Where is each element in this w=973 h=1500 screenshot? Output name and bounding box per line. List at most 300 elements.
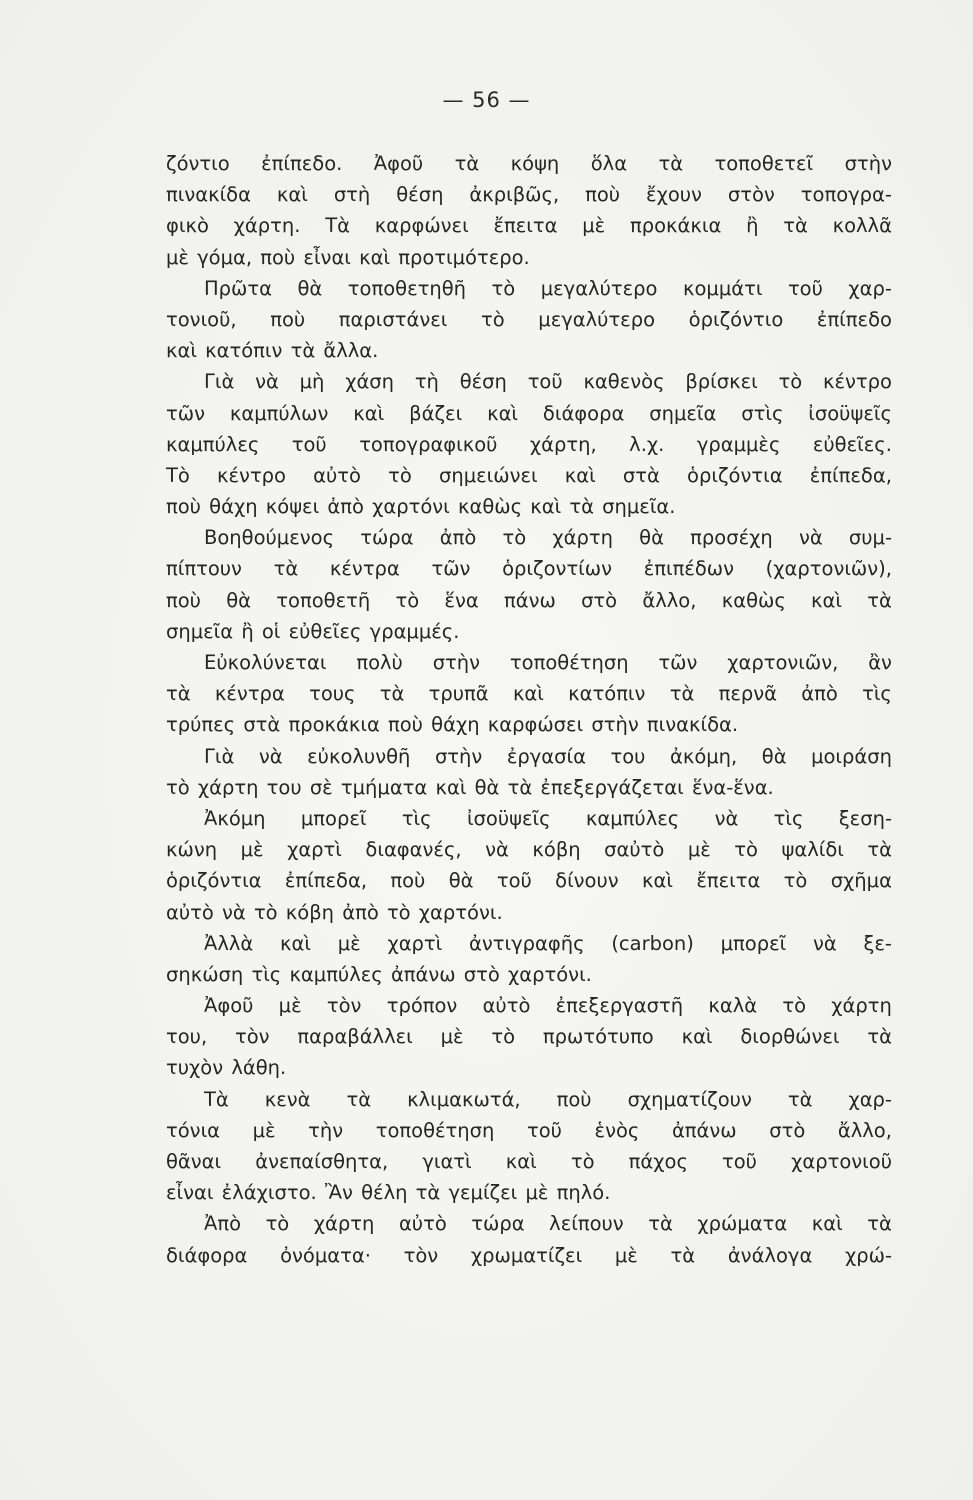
text-line <box>166 398 892 429</box>
word: γραμμὲς <box>696 432 781 456</box>
word: καὶ <box>811 1212 843 1236</box>
word: μπορεῖ <box>300 806 367 830</box>
word: τοῦ <box>722 1150 757 1173</box>
word: στὶς <box>741 401 784 425</box>
word: τὸ <box>265 1212 290 1236</box>
word: κομμάτι <box>682 276 763 300</box>
word: ὀνόματα· <box>280 1243 371 1267</box>
word: ποὺ <box>270 307 306 331</box>
body-text <box>166 148 892 1271</box>
word: καμπύλες <box>289 962 383 986</box>
word: τὰ <box>783 214 808 238</box>
word: ποὺ <box>260 245 296 269</box>
word: τοῦ <box>787 276 823 300</box>
word: χρωματίζει <box>470 1243 583 1267</box>
word: αὐτὸ <box>482 994 531 1018</box>
word: χάρτη <box>313 1212 375 1236</box>
word: τὰ <box>290 339 316 363</box>
word: χάρτη. <box>233 214 301 238</box>
word: ἂν <box>868 651 892 674</box>
word: χαρτονιῶν, <box>727 651 839 674</box>
word: ποὺ <box>390 869 426 893</box>
word: ἀκόμη, <box>669 744 738 768</box>
word: ἐπίπεδα, <box>809 463 892 487</box>
word: νὰ <box>222 900 246 924</box>
word: ἐπεξεργάζεται <box>540 775 684 799</box>
word: τὰ <box>415 1181 441 1205</box>
word: χρώματα <box>697 1212 788 1236</box>
text-line <box>166 741 892 772</box>
word: ἀνεπαίσθητα, <box>255 1150 389 1173</box>
word: μὲ <box>525 1181 549 1205</box>
word: ἐπιπέδων <box>643 557 734 581</box>
word: κόβη <box>285 900 335 924</box>
word: ὅλα <box>590 152 628 175</box>
word: μεγαλύτερο <box>538 307 656 331</box>
word: φικὸ <box>166 214 209 238</box>
word: τῶν <box>166 401 205 425</box>
text-line <box>166 148 892 179</box>
word: τὸ <box>778 370 803 394</box>
word: αὐτὸ <box>398 1212 447 1236</box>
page-number: — 56 — <box>442 88 531 112</box>
text-line <box>166 1115 892 1146</box>
word: καθὼς <box>457 495 523 519</box>
word: ἰσοϋψεῖς <box>808 401 892 425</box>
text-line <box>166 990 892 1021</box>
word: τὰ <box>379 682 405 706</box>
word: τὰ <box>867 1212 892 1236</box>
word: ἀντιγραφῆς <box>469 931 585 955</box>
word: καθενὸς <box>583 370 665 394</box>
word: τὸ <box>491 1025 516 1049</box>
word: Πρῶτα <box>204 276 272 300</box>
word: καὶ <box>505 1150 537 1173</box>
word: λάθη. <box>231 1056 287 1080</box>
word: προκάκια <box>629 214 722 238</box>
word: καὶ <box>811 588 842 612</box>
word: πινακίδα <box>166 183 251 207</box>
word: θὰ <box>639 526 664 550</box>
word: περνᾶ <box>718 682 777 706</box>
word: τὰ <box>867 588 892 612</box>
word: τὸ <box>480 307 505 331</box>
text-line <box>166 522 892 553</box>
word: τρόπον <box>386 994 458 1018</box>
word: καὶ <box>512 682 544 706</box>
word: θὰ <box>297 276 323 300</box>
word: ποὺ <box>556 1087 592 1111</box>
word: προκάκια <box>288 713 380 737</box>
word: εὐθεῖες. <box>812 432 892 456</box>
word: θὰ <box>474 775 500 799</box>
word: καθὼς <box>721 588 786 612</box>
word: στὴν <box>432 651 481 674</box>
word: κώνη <box>166 838 218 862</box>
word: ἑνὸς <box>594 1118 640 1142</box>
word: τὰ <box>569 495 594 519</box>
word: καμπύλες <box>166 432 260 456</box>
word: στὰ <box>243 713 281 737</box>
word: τὰ <box>669 682 695 706</box>
word: καὶ <box>166 339 197 363</box>
word: λ.χ. <box>629 432 665 456</box>
word: μὲ <box>440 1025 464 1049</box>
word: ἰσοϋψεῖς <box>466 806 551 830</box>
word: χαρ- <box>848 1087 892 1111</box>
word: δίνουν <box>555 869 619 893</box>
word: τμήματα <box>340 775 428 799</box>
word: τῶν <box>431 557 471 581</box>
word: Τὰ <box>204 1087 229 1111</box>
word: αὐτὸ <box>166 900 214 924</box>
word: ἄλλο, <box>642 588 697 612</box>
word: ἢ <box>746 214 759 238</box>
text-line <box>166 1146 892 1177</box>
text-line <box>166 335 892 366</box>
word: ἐπίπεδα, <box>284 869 368 893</box>
word: τὰ <box>507 775 533 799</box>
text-line <box>166 616 892 647</box>
word: ψαλίδι <box>781 838 844 862</box>
word: ὁριζοντίων <box>502 557 613 581</box>
word: ἐπίπεδο. <box>261 152 343 175</box>
word: του <box>610 744 646 768</box>
word: τρυπᾶ <box>428 682 489 706</box>
word: τὶς <box>401 806 432 830</box>
word: καὶ <box>642 869 673 893</box>
word: καὶ <box>359 245 391 269</box>
word: θὰ <box>761 744 787 768</box>
text-line <box>166 429 892 460</box>
word: ὁριζόντια <box>687 463 783 487</box>
word: χαρτονιοῦ <box>791 1150 892 1173</box>
text-line <box>166 585 892 616</box>
word: νὰ <box>798 526 823 550</box>
word: στὸ <box>463 962 500 986</box>
word: ποὺ <box>388 713 423 737</box>
word: χαρτόνι. <box>418 900 503 924</box>
word: μὲ <box>337 931 361 955</box>
word: τὴν <box>308 1118 344 1142</box>
word: χάρτη <box>552 526 613 550</box>
word: τοπογραφικοῦ <box>359 432 498 456</box>
word: τρύπες <box>166 713 236 737</box>
word: συμ- <box>848 526 892 550</box>
word: τὶς <box>773 806 804 830</box>
word: τοποθετεῖ <box>714 152 814 175</box>
word: Βοηθούμενος <box>204 526 335 550</box>
word: τὸ <box>395 588 420 612</box>
word: γραμμές. <box>369 619 460 643</box>
word: τὸν <box>403 1243 439 1267</box>
word: κέντρο <box>822 370 892 394</box>
word: θέση <box>459 370 507 394</box>
word: ἐργασία <box>506 744 586 768</box>
word: καὶ <box>564 463 596 487</box>
word: στὴν <box>591 713 639 737</box>
word: Ἀπὸ <box>204 1212 242 1236</box>
text-line <box>166 959 892 990</box>
word: ἐλάχιστο. <box>221 1181 317 1205</box>
text-line <box>166 1052 892 1083</box>
text-line <box>166 678 892 709</box>
word: Ἀκόμη <box>204 806 266 830</box>
word: ἢ <box>241 619 254 643</box>
word: ἔπειτα <box>696 869 761 893</box>
word: χαρτὶ <box>387 931 443 955</box>
word: μπορεῖ <box>720 931 787 955</box>
word: μὲ <box>278 994 302 1018</box>
word: τὸ <box>570 1150 595 1173</box>
word: τὸ <box>783 869 808 893</box>
text-line <box>166 460 892 491</box>
text-line <box>166 1208 892 1239</box>
word: διορθώνει <box>740 1025 840 1049</box>
word: καμπύλες <box>585 806 680 830</box>
word: τοῦ <box>527 370 563 394</box>
word: Τὸ <box>166 463 190 487</box>
word: τὶς <box>251 962 282 986</box>
word: κόψη <box>510 152 560 175</box>
word: καὶ <box>276 183 308 207</box>
word: ἀπάνω <box>671 1118 737 1142</box>
word: εἶναι <box>166 1181 214 1205</box>
text-line <box>166 179 892 210</box>
word: κόβη <box>532 838 581 862</box>
word: καμπύλων <box>229 401 329 425</box>
word: χάρτη <box>197 775 259 799</box>
word: τοῦ <box>526 1118 562 1142</box>
word: εὐθεῖες <box>288 619 362 643</box>
word: τὰ <box>867 838 892 862</box>
word: διάφορα <box>542 401 625 425</box>
word: αὐτὸ <box>313 463 361 487</box>
word: διαφανές, <box>365 838 462 862</box>
word: θάχη <box>431 713 480 737</box>
word: νὰ <box>485 838 509 862</box>
text-line <box>166 210 892 241</box>
text-line <box>166 553 892 584</box>
word: σὲ <box>309 775 333 799</box>
word: στὴ <box>333 183 371 207</box>
word: ζόντιο <box>166 152 230 175</box>
word: παραβάλλει <box>297 1025 413 1049</box>
word: ἔχουν <box>646 183 702 207</box>
word: σαὐτὸ <box>604 838 665 862</box>
text-line <box>166 366 892 397</box>
word: ἀκριβῶς, <box>469 183 560 207</box>
word: βάζει <box>409 401 463 425</box>
word: χρώ- <box>844 1243 892 1267</box>
word: ἐπίπεδο <box>816 307 892 331</box>
word: τὰ <box>787 1087 813 1111</box>
word: πηλό. <box>556 1181 611 1205</box>
word: θέση <box>396 183 444 207</box>
text-line <box>166 1240 892 1271</box>
word: τοποθέτηση <box>509 651 629 674</box>
word: τὰ <box>670 1243 696 1267</box>
word: τὰ <box>166 682 191 706</box>
word: του <box>266 775 302 799</box>
word: σημεῖα. <box>602 495 676 519</box>
word: μεγαλύτερο <box>540 276 658 300</box>
word: καλὰ <box>708 994 758 1018</box>
word: πάνω <box>503 588 556 612</box>
word: ξε- <box>863 931 892 955</box>
text-line <box>166 1177 892 1208</box>
word: εὐκολυνθῆ <box>307 744 411 768</box>
word: μὲ <box>582 214 606 238</box>
text-line <box>166 772 892 803</box>
word: ξεση- <box>838 806 892 830</box>
word: τῶν <box>658 651 698 674</box>
word: κόψει <box>265 495 320 519</box>
text-line <box>166 897 892 928</box>
word: ἀπὸ <box>439 526 477 550</box>
word: διάφορα <box>166 1243 248 1267</box>
word: Τὰ <box>325 214 350 238</box>
word: μὲ <box>240 838 264 862</box>
word: τὸ <box>166 775 190 799</box>
word: τὰ <box>658 152 684 175</box>
text-line <box>166 803 892 834</box>
word: ὁριζόντιο <box>688 307 784 331</box>
word: γεμίζει <box>448 1181 518 1205</box>
word: ἐπεξεργαστῆ <box>555 994 684 1018</box>
word: Εὐκολύνεται <box>204 651 327 674</box>
word: μοιράση <box>811 744 892 768</box>
word: καὶ <box>530 495 562 519</box>
text-line <box>166 242 892 273</box>
text-line <box>166 865 892 896</box>
word: σχῆμα <box>830 869 892 893</box>
word: χάρτη, <box>529 432 597 456</box>
word: τὶς <box>862 682 892 706</box>
word: στὸν <box>727 183 775 207</box>
word: τώρα <box>360 526 414 550</box>
word: καρφώσει <box>487 713 584 737</box>
word: θάχη <box>209 495 258 519</box>
word: νὰ <box>255 370 279 394</box>
word: (carbon) <box>611 931 694 955</box>
word: καὶ <box>487 401 519 425</box>
word: νὰ <box>258 744 283 768</box>
word: μὴ <box>299 370 325 394</box>
word: νὰ <box>812 931 837 955</box>
word: ἕνα <box>444 588 479 612</box>
word: ἀπὸ <box>342 900 379 924</box>
word: Ἂν <box>324 1181 353 1205</box>
word: κατόπιν <box>205 339 283 363</box>
word: (χαρτονιῶν), <box>765 557 892 581</box>
word: τοποθετῆ <box>276 588 371 612</box>
text-line <box>166 709 892 740</box>
word: ἀπὸ <box>801 682 838 706</box>
word: τὰ <box>273 557 299 581</box>
text-line <box>166 928 892 959</box>
word: στὴν <box>844 152 892 175</box>
word: ποὺ <box>585 183 621 207</box>
word: Ἀλλὰ <box>204 931 254 955</box>
word: τοποθετηθῆ <box>347 276 466 300</box>
word: νὰ <box>714 806 739 830</box>
word: πίπτουν <box>166 557 242 581</box>
word: βρίσκει <box>685 370 758 394</box>
word: τὸν <box>326 994 362 1018</box>
word: σημεῖα <box>649 401 717 425</box>
text-line <box>166 491 892 522</box>
word: τονιοῦ, <box>166 307 237 331</box>
word: εἶναι <box>303 245 351 269</box>
word: τὰ <box>346 1087 372 1111</box>
word: χαρ- <box>848 276 892 300</box>
word: κέντρα <box>214 682 285 706</box>
text-line <box>166 1021 892 1052</box>
word: τους <box>309 682 356 706</box>
word: πινακίδα. <box>646 713 739 737</box>
word: τὰ <box>648 1212 673 1236</box>
word: ἔπειτα <box>493 214 558 238</box>
word: ἀπάνω <box>390 962 456 986</box>
word: τυχὸν <box>166 1056 224 1080</box>
word: χάση <box>345 370 395 394</box>
word: ἀνάλογα <box>727 1243 813 1267</box>
word: χαρτὶ <box>287 838 342 862</box>
word: μὲ <box>252 1118 276 1142</box>
word: προσέχη <box>690 526 773 550</box>
word: τὸν <box>235 1025 270 1049</box>
word: γιατὶ <box>422 1150 472 1173</box>
word: καὶ <box>681 1025 713 1049</box>
word: ποὺ <box>166 495 201 519</box>
word: χάρτη <box>831 994 892 1018</box>
word: πρωτότυπο <box>542 1025 654 1049</box>
word: ἄλλο, <box>837 1118 892 1142</box>
word: τὸ <box>253 900 278 924</box>
word: ὁριζόντια <box>166 869 262 893</box>
word: τὰ <box>454 152 480 175</box>
word: θὰ <box>226 588 252 612</box>
word: στὸ <box>769 1118 806 1142</box>
text-line <box>166 647 892 678</box>
word: τοποθέτηση <box>375 1118 495 1142</box>
word: πάχος <box>628 1150 688 1173</box>
word: οἱ <box>261 619 281 643</box>
word: καρφώνει <box>374 214 469 238</box>
word: παριστάνει <box>338 307 448 331</box>
word: κατόπιν <box>568 682 646 706</box>
word: τὸ <box>502 526 527 550</box>
word: τοῦ <box>496 869 532 893</box>
word: καὶ <box>435 775 467 799</box>
word: σημειώνει <box>439 463 538 487</box>
word: σημεῖα <box>166 619 234 643</box>
word: τὸ <box>386 900 411 924</box>
word: Γιὰ <box>204 744 235 768</box>
word: κολλᾶ <box>832 214 892 238</box>
word: του, <box>166 1025 208 1049</box>
word: καὶ <box>353 401 385 425</box>
word: Ἀφοῦ <box>373 152 424 175</box>
word: λείπουν <box>549 1212 624 1236</box>
word: τώρα <box>471 1212 525 1236</box>
word: Γιὰ <box>204 370 235 394</box>
word: κλιμακωτά, <box>407 1087 521 1111</box>
word: στὴν <box>434 744 483 768</box>
word: χαρτόνι <box>372 495 450 519</box>
word: θέλη <box>361 1181 408 1205</box>
